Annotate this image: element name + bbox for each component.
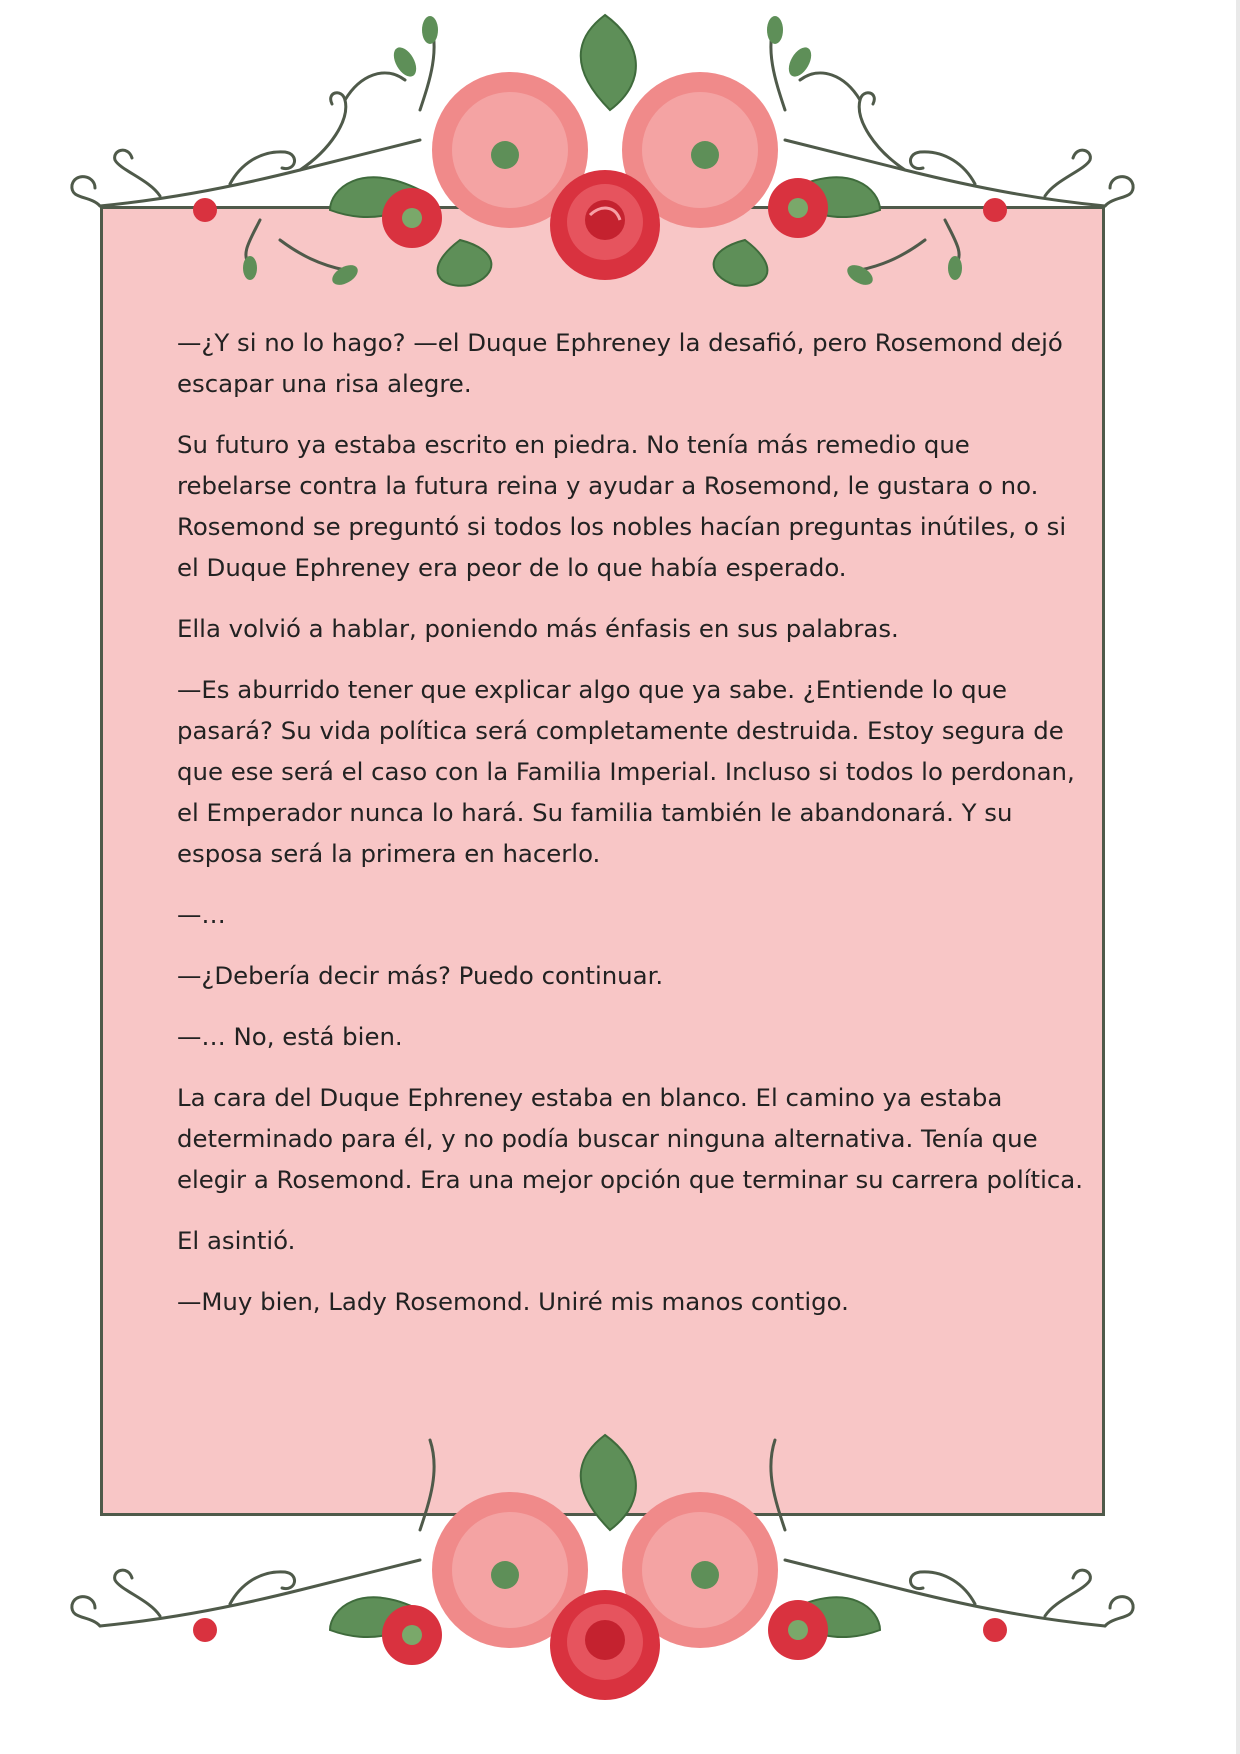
paragraph: —¿Debería decir más? Puedo continuar. [177, 961, 664, 990]
paragraph: Ella volvió a hablar, poniendo más énfasis en sus palabras. [177, 614, 899, 643]
paragraph: —… [177, 900, 226, 929]
page-edge [1236, 0, 1240, 1754]
paragraph: El asintió. [177, 1226, 296, 1255]
paragraph: —Es aburrido tener que explicar algo que ya sabe. ¿Entiende lo que pasará? Su vida política será completamente destruida. Estoy segura de que ese será el caso con la Familia Imperial. Incluso si todos lo perdonan, el Emperador nunca lo hará. Su familia también le abandonará. Y su esposa será la primera en hacerlo. [177, 675, 1075, 868]
paragraph: —¿Y si no lo hago? —el Duque Ephreney la desafió, pero Rosemond dejó escapar una risa alegre. [177, 328, 1063, 398]
paragraph: Su futuro ya estaba escrito en piedra. No tenía más remedio que rebelarse contra la futura reina y ayudar a Rosemond, le gustara o no. Rosemond se preguntó si todos los nobles hacían preguntas inútiles, o si el Duque Ephreney era peor de lo que había esperado. [177, 430, 1067, 582]
paragraph: La cara del Duque Ephreney estaba en blanco. El camino ya estaba determinado para él, y no podía buscar ninguna alternativa. Tenía que elegir a Rosemond. Era una mejor opción que terminar su carrera política. [177, 1083, 1083, 1194]
paragraph: —… No, está bien. [177, 1022, 403, 1051]
story-text [177, 322, 1087, 1342]
paragraph: —Muy bien, Lady Rosemond. Uniré mis manos contigo. [177, 1287, 849, 1316]
